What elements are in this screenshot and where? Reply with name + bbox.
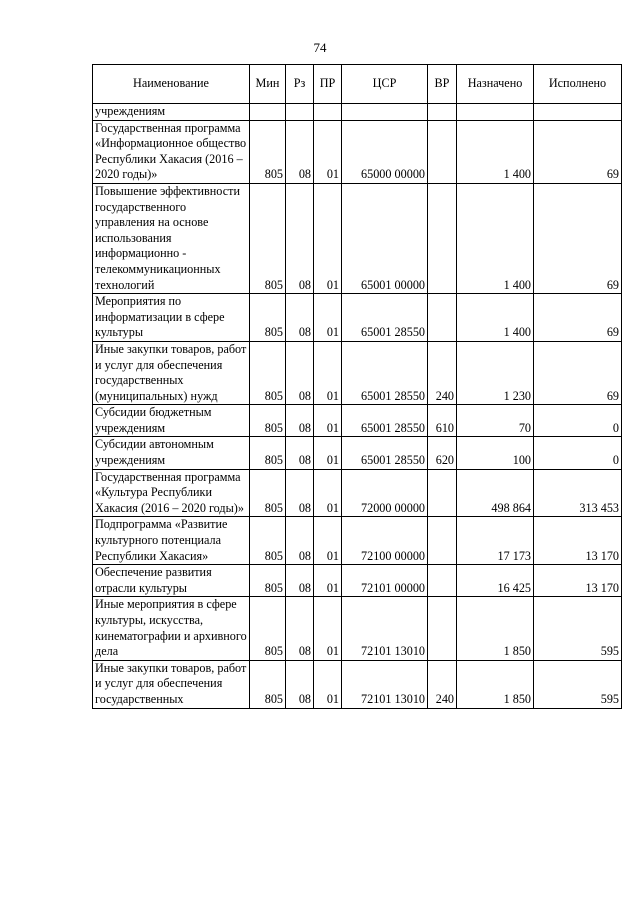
cell-pr: 01 (314, 437, 342, 469)
table-row (93, 183, 622, 293)
cell-assigned: 100 (457, 437, 534, 469)
cell-rz: 08 (286, 341, 314, 404)
cell-name: Иные закупки товаров, работ и услуг для обеспечения государственных (муниципальных) нужд (93, 341, 250, 404)
cell-rz: 08 (286, 469, 314, 517)
cell-rz: 08 (286, 565, 314, 597)
cell-name: Иные закупки товаров, работ и услуг для обеспечения государственных (93, 660, 250, 708)
cell-csr: 65001 28550 (342, 405, 428, 437)
cell-rz: 08 (286, 660, 314, 708)
table-row (93, 104, 622, 121)
cell-name: учреждениям (93, 104, 250, 121)
cell-rz (286, 104, 314, 121)
cell-csr: 65001 00000 (342, 183, 428, 293)
cell-name: Государственная программа «Информационное общество Республики Хакасия (2016 – 2020 годы)» (93, 120, 250, 183)
cell-rz: 08 (286, 517, 314, 565)
cell-name: Государственная программа «Культура Республики Хакасия (2016 – 2020 годы)» (93, 469, 250, 517)
cell-executed: 0 (534, 405, 622, 437)
cell-name: Иные мероприятия в сфере культуры, искусства, кинематографии и архивного дела (93, 597, 250, 660)
cell-vr (428, 517, 457, 565)
header-vr: ВР (428, 65, 457, 104)
cell-rz: 08 (286, 597, 314, 660)
cell-name: Субсидии автономным учреждениям (93, 437, 250, 469)
cell-vr: 610 (428, 405, 457, 437)
table-row (93, 517, 622, 565)
cell-vr (428, 294, 457, 342)
cell-min (250, 104, 286, 121)
cell-csr: 72100 00000 (342, 517, 428, 565)
cell-min: 805 (250, 437, 286, 469)
cell-pr: 01 (314, 469, 342, 517)
cell-name: Повышение эффективности государственного управления на основе использования информационно - телекоммуникационных технологий (93, 183, 250, 293)
cell-min: 805 (250, 469, 286, 517)
cell-executed: 69 (534, 294, 622, 342)
table-row (93, 120, 622, 183)
cell-executed: 595 (534, 597, 622, 660)
cell-name: Подпрограмма «Развитие культурного потенциала Республики Хакасия» (93, 517, 250, 565)
cell-executed: 13 170 (534, 565, 622, 597)
cell-min: 805 (250, 597, 286, 660)
cell-vr: 240 (428, 341, 457, 404)
cell-pr: 01 (314, 405, 342, 437)
cell-executed: 69 (534, 341, 622, 404)
cell-rz: 08 (286, 120, 314, 183)
cell-min: 805 (250, 405, 286, 437)
cell-assigned: 1 400 (457, 183, 534, 293)
table-header-row (93, 65, 622, 104)
cell-pr: 01 (314, 565, 342, 597)
cell-assigned: 1 850 (457, 660, 534, 708)
table-row (93, 294, 622, 342)
cell-pr: 01 (314, 341, 342, 404)
cell-csr: 65001 28550 (342, 341, 428, 404)
table-row (93, 565, 622, 597)
cell-assigned: 1 850 (457, 597, 534, 660)
cell-assigned: 1 400 (457, 294, 534, 342)
header-csr: ЦСР (342, 65, 428, 104)
cell-pr: 01 (314, 660, 342, 708)
header-executed: Исполнено (534, 65, 622, 104)
cell-vr (428, 183, 457, 293)
table-row (93, 437, 622, 469)
cell-assigned: 498 864 (457, 469, 534, 517)
cell-pr (314, 104, 342, 121)
cell-csr: 72000 00000 (342, 469, 428, 517)
cell-executed: 13 170 (534, 517, 622, 565)
page-number: 74 (313, 40, 327, 55)
cell-min: 805 (250, 660, 286, 708)
cell-csr: 65000 00000 (342, 120, 428, 183)
cell-pr: 01 (314, 597, 342, 660)
cell-csr: 72101 13010 (342, 660, 428, 708)
cell-csr (342, 104, 428, 121)
cell-vr (428, 104, 457, 121)
cell-executed: 69 (534, 120, 622, 183)
table-row (93, 341, 622, 404)
cell-name: Субсидии бюджетным учреждениям (93, 405, 250, 437)
cell-rz: 08 (286, 405, 314, 437)
cell-vr (428, 565, 457, 597)
cell-rz: 08 (286, 294, 314, 342)
cell-min: 805 (250, 120, 286, 183)
cell-vr: 240 (428, 660, 457, 708)
cell-csr: 72101 13010 (342, 597, 428, 660)
budget-table (92, 64, 622, 709)
cell-pr: 01 (314, 294, 342, 342)
cell-assigned (457, 104, 534, 121)
cell-assigned: 16 425 (457, 565, 534, 597)
header-name: Наименование (93, 65, 250, 104)
cell-min: 805 (250, 341, 286, 404)
cell-assigned: 70 (457, 405, 534, 437)
cell-executed: 69 (534, 183, 622, 293)
cell-csr: 72101 00000 (342, 565, 428, 597)
cell-assigned: 1 230 (457, 341, 534, 404)
header-pr: ПР (314, 65, 342, 104)
header-assigned: Назначено (457, 65, 534, 104)
table-row (93, 660, 622, 708)
cell-vr (428, 469, 457, 517)
cell-pr: 01 (314, 183, 342, 293)
table-body (93, 104, 622, 709)
table-row (93, 469, 622, 517)
cell-min: 805 (250, 517, 286, 565)
cell-executed: 0 (534, 437, 622, 469)
cell-vr (428, 597, 457, 660)
cell-name: Мероприятия по информатизации в сфере культуры (93, 294, 250, 342)
cell-csr: 65001 28550 (342, 437, 428, 469)
cell-executed: 313 453 (534, 469, 622, 517)
cell-csr: 65001 28550 (342, 294, 428, 342)
cell-executed: 595 (534, 660, 622, 708)
cell-vr (428, 120, 457, 183)
cell-min: 805 (250, 183, 286, 293)
cell-pr: 01 (314, 120, 342, 183)
cell-rz: 08 (286, 183, 314, 293)
cell-min: 805 (250, 294, 286, 342)
header-min: Мин (250, 65, 286, 104)
table-row (93, 405, 622, 437)
cell-executed (534, 104, 622, 121)
cell-assigned: 1 400 (457, 120, 534, 183)
cell-assigned: 17 173 (457, 517, 534, 565)
cell-name: Обеспечение развития отрасли культуры (93, 565, 250, 597)
header-rz: Рз (286, 65, 314, 104)
cell-min: 805 (250, 565, 286, 597)
cell-pr: 01 (314, 517, 342, 565)
cell-rz: 08 (286, 437, 314, 469)
table-row (93, 597, 622, 660)
cell-vr: 620 (428, 437, 457, 469)
